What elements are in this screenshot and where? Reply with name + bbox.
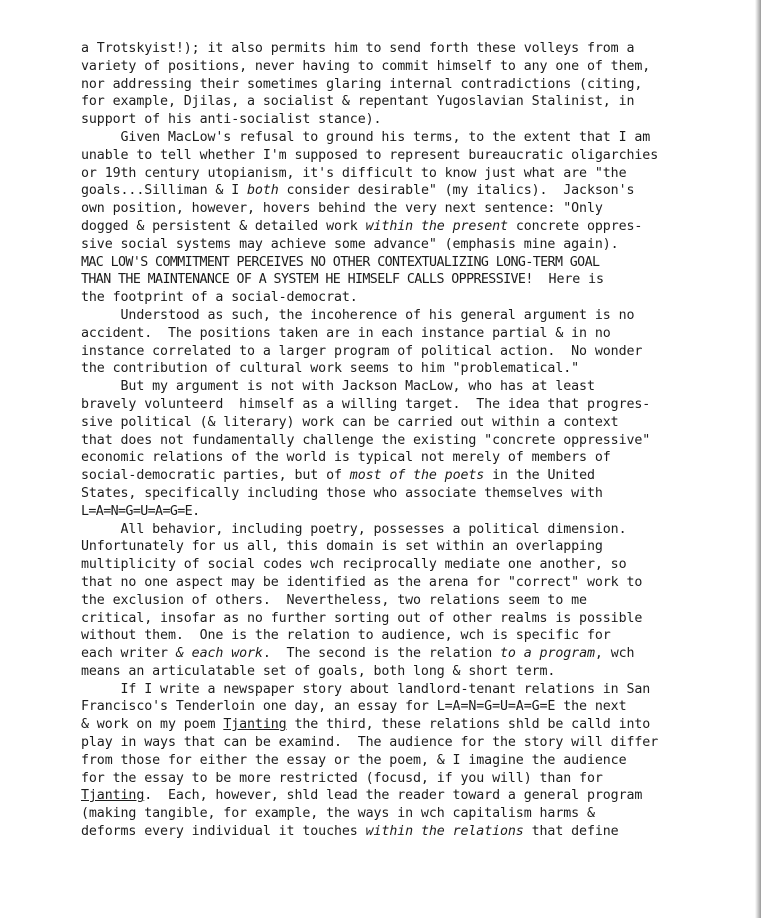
text-line bbox=[81, 360, 731, 378]
text-line bbox=[81, 271, 731, 289]
text-line bbox=[81, 538, 731, 556]
text-segment: , wch bbox=[594, 646, 635, 662]
text-segment: (making tangible, for example, the ways in wch capitalism harms & bbox=[81, 806, 595, 822]
text-segment: But my argument is not with Jackson MacLow, who has at least bbox=[81, 379, 595, 395]
italic-text: within the relations bbox=[365, 824, 524, 840]
text-segment: bravely volunteerd himself as a willing target. The idea that progres- bbox=[81, 396, 651, 412]
text-line bbox=[81, 521, 731, 539]
text-line bbox=[81, 236, 731, 254]
text-segment: & work on my poem bbox=[81, 717, 224, 733]
italic-text: both bbox=[247, 183, 279, 199]
text-segment: that no one aspect may be identified as the arena for "correct" work to bbox=[81, 574, 643, 590]
text-line bbox=[81, 432, 731, 450]
text-segment: consider desirable" (my italics). Jackson's bbox=[278, 183, 635, 199]
text-segment: nor addressing their sometimes glaring internal contradictions (citing, bbox=[81, 76, 643, 92]
text-segment: sive social systems may achieve some advance" (emphasis mine again). bbox=[81, 236, 619, 252]
text-line bbox=[81, 254, 731, 272]
text-segment: the exclusion of others. Nevertheless, two relations seem to me bbox=[81, 592, 587, 608]
text-line bbox=[81, 200, 731, 218]
underlined-title: Tjanting bbox=[223, 717, 287, 733]
text-line bbox=[81, 805, 731, 823]
page-edge-shadow bbox=[755, 0, 761, 918]
text-segment: variety of positions, never having to commit himself to any one of them, bbox=[81, 58, 651, 74]
text-segment: concrete oppres- bbox=[507, 218, 643, 234]
text-line bbox=[81, 467, 731, 485]
text-line bbox=[81, 147, 731, 165]
text-segment: critical, insofar as no further sorting out of other realms is possible bbox=[81, 610, 643, 626]
text-line bbox=[81, 40, 731, 58]
text-segment: without them. One is the relation to audience, wch is specific for bbox=[81, 628, 611, 644]
text-segment: multiplicity of social codes wch reciprocally mediate one another, so bbox=[81, 557, 627, 573]
text-line bbox=[81, 93, 731, 111]
text-segment: Understood as such, the incoherence of his general argument is no bbox=[81, 307, 635, 323]
text-line bbox=[81, 58, 731, 76]
text-segment: own position, however, hovers behind the very next sentence: "Only bbox=[81, 201, 603, 217]
text-line bbox=[81, 414, 731, 432]
text-segment: economic relations of the world is typical not merely of members of bbox=[81, 450, 611, 466]
text-line bbox=[81, 218, 731, 236]
text-line bbox=[81, 76, 731, 94]
text-segment: . Each, however, shld lead the reader toward a general program bbox=[144, 788, 643, 804]
text-segment: social-democratic parties, but of bbox=[81, 468, 350, 484]
text-line bbox=[81, 129, 731, 147]
text-line bbox=[81, 325, 731, 343]
text-segment: means an articulatable set of goals, both long & short term. bbox=[81, 663, 556, 679]
text-line bbox=[81, 787, 731, 805]
text-line bbox=[81, 752, 731, 770]
text-line bbox=[81, 307, 731, 325]
text-line bbox=[81, 289, 731, 307]
text-line bbox=[81, 716, 731, 734]
text-line bbox=[81, 485, 731, 503]
text-segment: in the United bbox=[484, 468, 595, 484]
text-segment: the third, these relations shld be calld into bbox=[286, 717, 651, 733]
text-line bbox=[81, 182, 731, 200]
text-segment: that does not fundamentally challenge the existing "concrete oppressive" bbox=[81, 432, 651, 448]
text-line bbox=[81, 556, 731, 574]
text-segment: that define bbox=[523, 824, 619, 840]
text-line bbox=[81, 592, 731, 610]
text-segment: sive political (& literary) work can be carried out within a context bbox=[81, 414, 619, 430]
text-segment: a Trotskyist!); it also permits him to send forth these volleys from a bbox=[81, 41, 635, 56]
text-line bbox=[81, 681, 731, 699]
text-segment: accident. The positions taken are in each instance partial & in no bbox=[81, 325, 611, 341]
text-segment: States, specifically including those who associate themselves with bbox=[81, 485, 603, 501]
text-line bbox=[81, 165, 731, 183]
text-line bbox=[81, 663, 731, 681]
text-line bbox=[81, 698, 731, 716]
text-line bbox=[81, 111, 731, 129]
text-line bbox=[81, 627, 731, 645]
text-line bbox=[81, 770, 731, 788]
text-segment: Francisco's Tenderloin one day, an essay for L=A=N=G=U=A=G=E the next bbox=[81, 699, 627, 715]
underlined-title: Tjanting bbox=[81, 788, 145, 804]
typewritten-page-text bbox=[81, 40, 731, 841]
italic-text: within the present bbox=[365, 218, 508, 234]
text-segment: each writer bbox=[81, 646, 176, 662]
text-line bbox=[81, 503, 731, 521]
text-line bbox=[81, 343, 731, 361]
text-segment: . The second is the relation bbox=[262, 646, 501, 662]
text-segment: unable to tell whether I'm supposed to represent bureaucratic oligarchies bbox=[81, 147, 659, 163]
text-segment: or 19th century utopianism, it's difficult to know just what are "the bbox=[81, 165, 627, 181]
text-segment: THAN THE MAINTENANCE OF A SYSTEM HE HIMSELF CALLS OPPRESSIVE! bbox=[81, 272, 533, 288]
text-line bbox=[81, 574, 731, 592]
text-segment: Given MacLow's refusal to ground his terms, to the extent that I am bbox=[81, 129, 651, 145]
text-segment: for the essay to be more restricted (focusd, if you will) than for bbox=[81, 770, 603, 786]
text-segment: goals...Silliman & I bbox=[81, 183, 248, 199]
text-segment: instance correlated to a larger program of political action. No wonder bbox=[81, 343, 643, 359]
text-segment: play in ways that can be examind. The audience for the story will differ bbox=[81, 735, 659, 751]
text-segment: MAC LOW'S COMMITMENT PERCEIVES NO OTHER CONTEXTUALIZING LONG-TERM GOAL bbox=[81, 254, 600, 270]
text-segment: All behavior, including poetry, possesses a political dimension. bbox=[81, 521, 627, 537]
italic-text: & each work bbox=[175, 646, 263, 662]
text-segment: deforms every individual it touches bbox=[81, 824, 366, 840]
text-segment: from those for either the essay or the poem, & I imagine the audience bbox=[81, 752, 627, 768]
text-segment: Unfortunately for us all, this domain is set within an overlapping bbox=[81, 539, 603, 555]
text-segment: for example, Djilas, a socialist & repentant Yugoslavian Stalinist, in bbox=[81, 94, 635, 110]
text-segment: dogged & persistent & detailed work bbox=[81, 218, 366, 234]
text-line bbox=[81, 378, 731, 396]
text-segment: Here is bbox=[532, 272, 604, 288]
text-segment: If I write a newspaper story about landlord-tenant relations in San bbox=[81, 681, 651, 697]
text-line bbox=[81, 396, 731, 414]
text-line bbox=[81, 610, 731, 628]
text-segment: L=A=N=G=U=A=G=E. bbox=[81, 503, 200, 519]
text-line bbox=[81, 449, 731, 467]
text-segment: support of his anti-socialist stance). bbox=[81, 112, 382, 128]
text-segment: the footprint of a social-democrat. bbox=[81, 290, 358, 306]
text-line bbox=[81, 823, 731, 841]
text-line bbox=[81, 734, 731, 752]
italic-text: most of the poets bbox=[349, 468, 485, 484]
text-segment: the contribution of cultural work seems to him "problematical." bbox=[81, 361, 580, 377]
italic-text: to a program bbox=[500, 646, 595, 662]
text-line bbox=[81, 645, 731, 663]
